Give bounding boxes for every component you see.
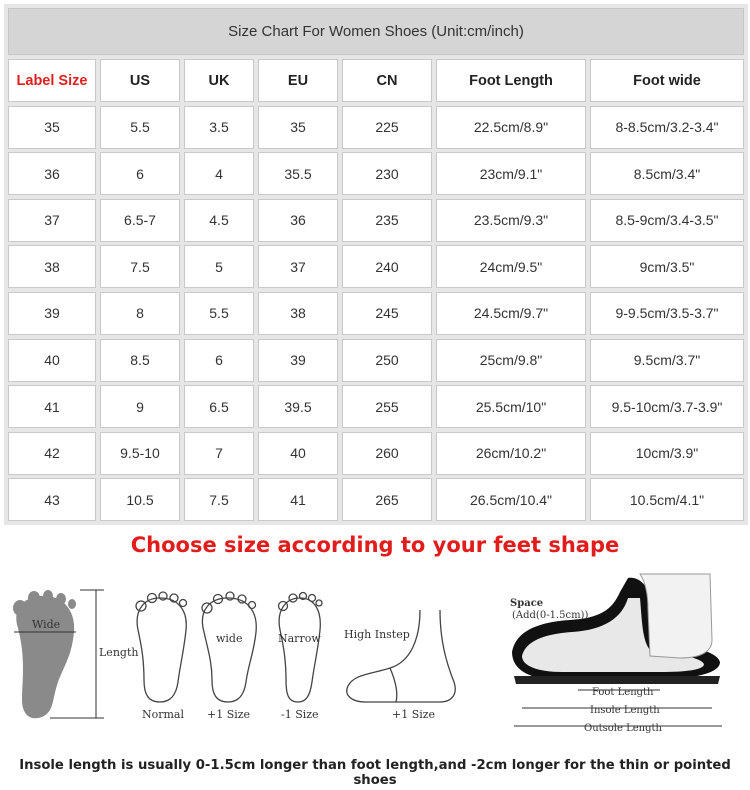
plus-one-label: +1 Size <box>207 708 251 721</box>
table-cell: 9.5-10cm/3.7-3.9" <box>590 385 744 428</box>
high-instep-label: High Instep <box>344 628 410 641</box>
table-cell: 6.5-7 <box>100 199 180 242</box>
table-cell: 10cm/3.9" <box>590 432 744 475</box>
table-cell: 39 <box>258 339 338 382</box>
table-cell: 39.5 <box>258 385 338 428</box>
table-cell: 26cm/10.2" <box>436 432 586 475</box>
table-cell: 8.5-9cm/3.4-3.5" <box>590 199 744 242</box>
footprint-icon <box>13 590 76 718</box>
table-row <box>8 152 744 195</box>
table-cell: 25.5cm/10" <box>436 385 586 428</box>
table-cell: 25cm/9.8" <box>436 339 586 382</box>
shoe-cross-section-icon <box>512 574 720 684</box>
table-cell: 41 <box>258 478 338 521</box>
foot-length-label: Foot Length <box>592 687 654 698</box>
table-cell: 9 <box>100 385 180 428</box>
high-instep-icon <box>347 610 455 702</box>
table-cell: 6 <box>184 339 254 382</box>
table-cell: 4 <box>184 152 254 195</box>
table-cell: 8-8.5cm/3.2-3.4" <box>590 106 744 149</box>
table-cell: 6.5 <box>184 385 254 428</box>
table-cell: 23cm/9.1" <box>436 152 586 195</box>
table-title: Size Chart For Women Shoes (Unit:cm/inch) <box>8 8 744 55</box>
space-detail-label: (Add(0-1.5cm)) <box>512 610 589 621</box>
table-cell: 23.5cm/9.3" <box>436 199 586 242</box>
table-cell: 41 <box>8 385 96 428</box>
table-cell: 8.5cm/3.4" <box>590 152 744 195</box>
table-cell: 7.5 <box>184 478 254 521</box>
normal-foot-icon <box>136 592 187 702</box>
narrow-foot-label: Narrow <box>278 632 321 645</box>
high-instep-size-label: +1 Size <box>392 708 436 721</box>
table-cell: 24.5cm/9.7" <box>436 292 586 335</box>
header-label-size: Label Size <box>8 59 96 102</box>
length-label: Length <box>99 646 139 659</box>
table-cell: 36 <box>8 152 96 195</box>
table-row <box>8 245 744 288</box>
table-cell: 35.5 <box>258 152 338 195</box>
header-cn: CN <box>342 59 432 102</box>
footnote: Insole length is usually 0-1.5cm longer than foot length,and -2cm longer for the thin or pointed shoes <box>19 758 731 788</box>
table-cell: 10.5cm/4.1" <box>590 478 744 521</box>
table-cell: 9-9.5cm/3.5-3.7" <box>590 292 744 335</box>
table-cell: 24cm/9.5" <box>436 245 586 288</box>
table-cell: 35 <box>258 106 338 149</box>
table-cell: 39 <box>8 292 96 335</box>
table-cell: 7 <box>184 432 254 475</box>
table-row <box>8 106 744 149</box>
table-cell: 255 <box>342 385 432 428</box>
size-chart-table <box>4 4 748 525</box>
table-cell: 36 <box>258 199 338 242</box>
table-cell: 8.5 <box>100 339 180 382</box>
table-cell: 22.5cm/8.9" <box>436 106 586 149</box>
wide-foot-icon <box>202 592 256 702</box>
table-cell: 8 <box>100 292 180 335</box>
wide-label: Wide <box>32 618 61 631</box>
table-cell: 9cm/3.5" <box>590 245 744 288</box>
table-row <box>8 432 744 475</box>
table-cell: 5.5 <box>100 106 180 149</box>
headline: Choose size according to your feet shape <box>130 533 620 557</box>
table-cell: 38 <box>258 292 338 335</box>
outsole-length-label: Outsole Length <box>584 723 662 734</box>
table-cell: 40 <box>8 339 96 382</box>
table-cell: 7.5 <box>100 245 180 288</box>
header-foot-wide: Foot wide <box>590 59 744 102</box>
table-grid <box>8 59 744 525</box>
table-cell: 225 <box>342 106 432 149</box>
table-cell: 6 <box>100 152 180 195</box>
table-cell: 235 <box>342 199 432 242</box>
table-cell: 9.5cm/3.7" <box>590 339 744 382</box>
table-cell: 38 <box>8 245 96 288</box>
table-cell: 5.5 <box>184 292 254 335</box>
table-cell: 37 <box>8 199 96 242</box>
table-cell: 230 <box>342 152 432 195</box>
table-cell: 3.5 <box>184 106 254 149</box>
table-cell: 35 <box>8 106 96 149</box>
header-foot-length: Foot Length <box>436 59 586 102</box>
table-row <box>8 478 744 521</box>
table-row <box>8 199 744 242</box>
table-cell: 37 <box>258 245 338 288</box>
table-cell: 5 <box>184 245 254 288</box>
header-eu: EU <box>258 59 338 102</box>
table-cell: 40 <box>258 432 338 475</box>
insole-length-label: Insole Length <box>590 705 660 716</box>
table-cell: 9.5-10 <box>100 432 180 475</box>
narrow-foot-icon <box>279 593 323 703</box>
table-row <box>8 292 744 335</box>
header-uk: UK <box>184 59 254 102</box>
table-cell: 250 <box>342 339 432 382</box>
wide-foot-label: wide <box>216 632 243 645</box>
table-cell: 4.5 <box>184 199 254 242</box>
header-us: US <box>100 59 180 102</box>
table-cell: 265 <box>342 478 432 521</box>
table-header-row <box>8 59 744 102</box>
table-cell: 26.5cm/10.4" <box>436 478 586 521</box>
table-cell: 245 <box>342 292 432 335</box>
table-cell: 43 <box>8 478 96 521</box>
minus-one-label: -1 Size <box>281 708 319 721</box>
foot-shape-illustration <box>0 570 750 750</box>
table-cell: 260 <box>342 432 432 475</box>
table-cell: 42 <box>8 432 96 475</box>
table-row <box>8 339 744 382</box>
table-row <box>8 385 744 428</box>
normal-label: Normal <box>142 708 185 721</box>
space-label: Space <box>510 598 544 609</box>
table-cell: 240 <box>342 245 432 288</box>
table-cell: 10.5 <box>100 478 180 521</box>
